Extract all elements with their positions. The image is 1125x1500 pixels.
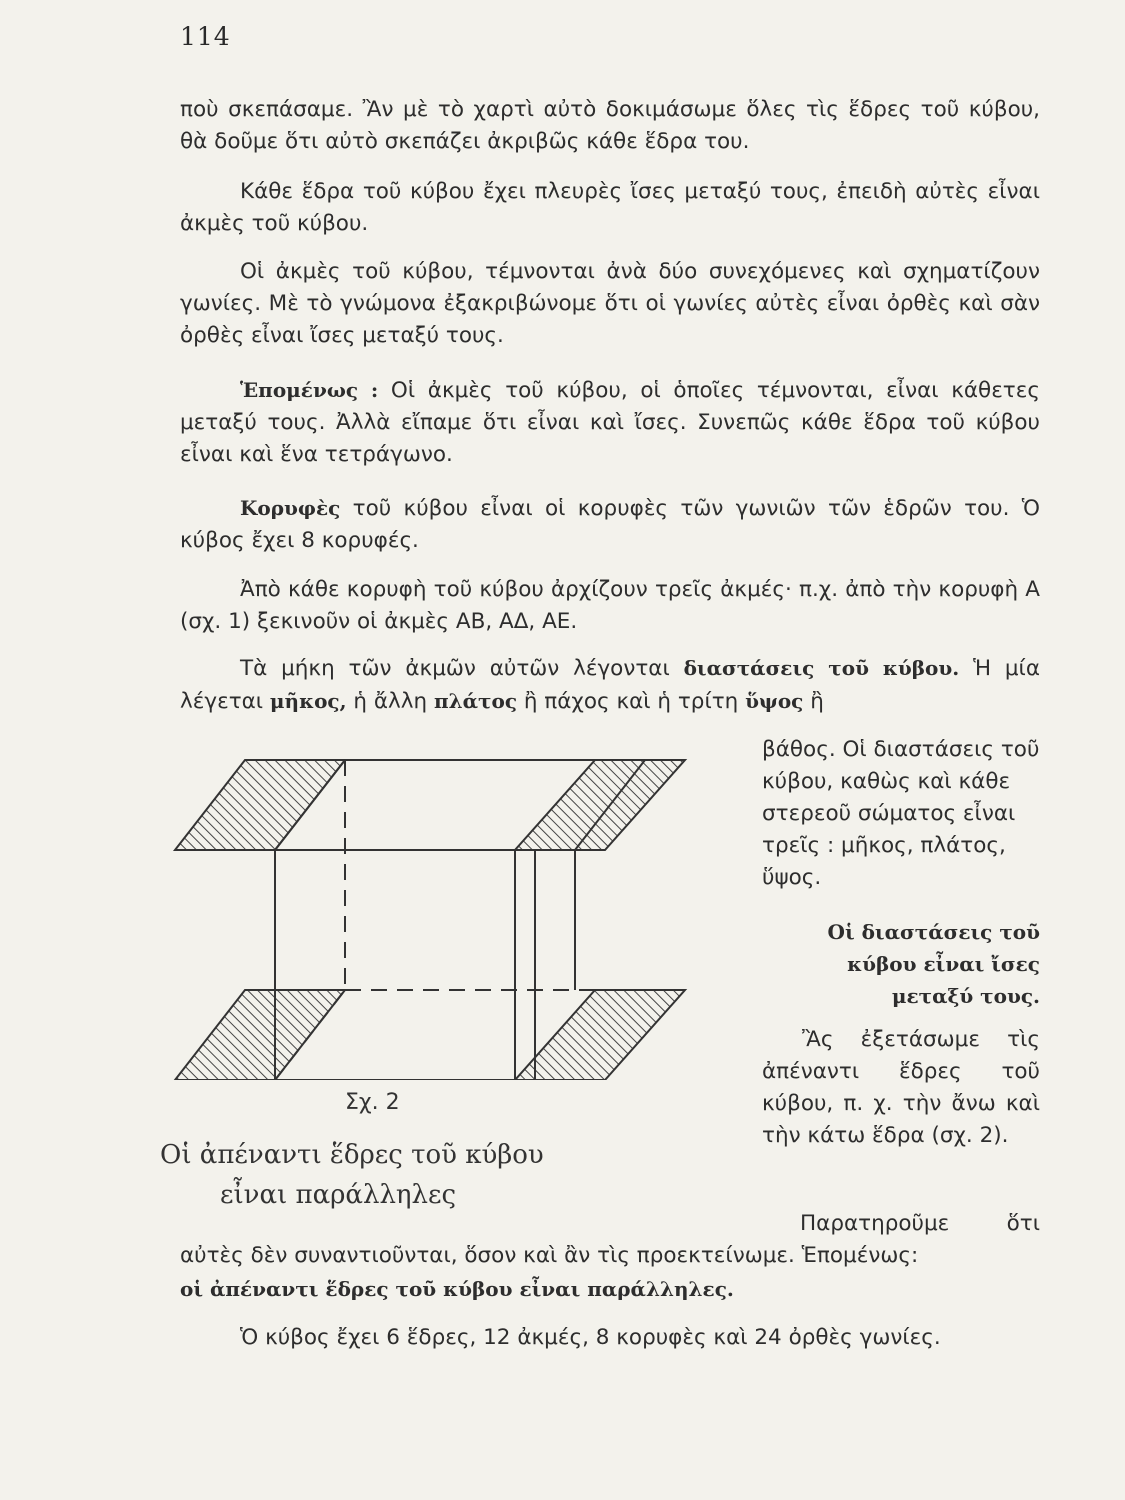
paragraph-2: Κάθε ἕδρα τοῦ κύβου ἔχει πλευρὲς ἴσες μεταξύ τους, ἐπειδὴ αὐτὲς εἶναι ἀκμὲς τοῦ κύβου. [180,179,1040,236]
handwritten-caption-line-1: Οἱ ἀπέναντι ἕδρες τοῦ κύβου [160,1140,544,1170]
equal-dimensions-statement: Οἱ διαστάσεις τοῦ κύβου εἶναι ἴσες μεταξύ τους. [827,920,1040,1008]
top-face-left-hatch [175,760,345,850]
paragraph-6: Ἀπὸ κάθε κορυφὴ τοῦ κύβου ἀρχίζουν τρεῖς ἀκμές· π.χ. ἀπὸ τὴν κορυφὴ Α (σχ. 1) ξεκινοῦν οἱ ἀκμὲς ΑΒ, ΑΔ, ΑΕ. [180,577,1040,634]
figure-2-label: Σχ. 2 [345,1090,400,1115]
bottom-face-right-hatch [515,990,685,1080]
paragraph-1: ποὺ σκεπάσαμε. Ἂν μὲ τὸ χαρτὶ αὐτὸ δοκιμάσωμε ὅλες τὶς ἕδρες τοῦ κύβου, θὰ δοῦμε ὅτι αὐτὸ σκεπάζει ἀκριβῶς κάθε ἕδρα του. [180,97,1040,154]
bottom-face-left-hatch [175,990,345,1080]
therefore-bold: Ἑπομένως : [240,378,379,402]
vertices-bold: Κορυφὲς [240,496,341,520]
paragraph-4: Ἑπομένως : Οἱ ἀκμὲς τοῦ κύβου, οἱ ὁποῖες τέμνονται, εἶναι κάθετες μεταξύ τους. Ἀλλὰ εἴπαμε ὅτι εἶναι καὶ ἴσες. Συνεπῶς κάθε ἕδρα τοῦ κύβου εἶναι καὶ ἕνα τετράγωνο. [180,378,1040,467]
page-number: 114 [180,22,231,51]
paragraph-3: Οἱ ἀκμὲς τοῦ κύβου, τέμνονται ἀνὰ δύο συνεχόμενες καὶ σχηματίζουν γωνίες. Μὲ τὸ γνώμονα ἐξακριβώνομε ὅτι οἱ γωνίες αὐτὲς εἶναι ὀρθὲς καὶ σὰν ὀρθὲς εἶναι ἴσες μεταξύ τους. [180,259,1040,348]
paragraph-7-side: βάθος. Οἱ διαστάσεις τοῦ κύβου, καθὼς καὶ κάθε στερεοῦ σώματος εἶναι τρεῖς : μῆκος, πλάτος, ὕψος. [762,737,1040,890]
figure-2-cube-diagram [165,740,705,1080]
paragraph-5: Κορυφὲς τοῦ κύβου εἶναι οἱ κορυφὲς τῶν γωνιῶν τῶν ἑδρῶν του. Ὁ κύβος ἔχει 8 κορυφές. [180,496,1040,553]
paragraph-11: Ὁ κύβος ἔχει 6 ἕδρες, 12 ἀκμές, 8 κορυφὲς καὶ 24 ὀρθὲς γωνίες. [240,1325,941,1350]
paragraph-10: Παρατηροῦμε ὅτι αὐτὲς δὲν συναντιοῦνται, ὅσον καὶ ἂν τὶς προεκτείνωμε. Ἑπομένως: [180,1211,1040,1268]
parallel-faces-statement: οἱ ἀπέναντι ἕδρες τοῦ κύβου εἶναι παράλληλες. [180,1277,734,1301]
handwritten-caption-line-2: εἶναι παράλληλες [220,1180,457,1210]
paragraph-7: Τὰ μήκη τῶν ἀκμῶν αὐτῶν λέγονται διαστάσεις τοῦ κύβου. Ἡ μία λέγεται μῆκος, ἡ ἄλλη πλάτος ἢ πάχος καὶ ἡ τρίτη ὕψος ἢ [180,656,1040,714]
top-face-right-hatch [515,760,685,850]
paragraph-9-side: Ἂς ἐξετάσωμε τὶς ἀπέναντι ἕδρες τοῦ κύβου, π. χ. τὴν ἄνω καὶ τὴν κάτω ἕδρα (σχ. 2). [762,1027,1040,1148]
